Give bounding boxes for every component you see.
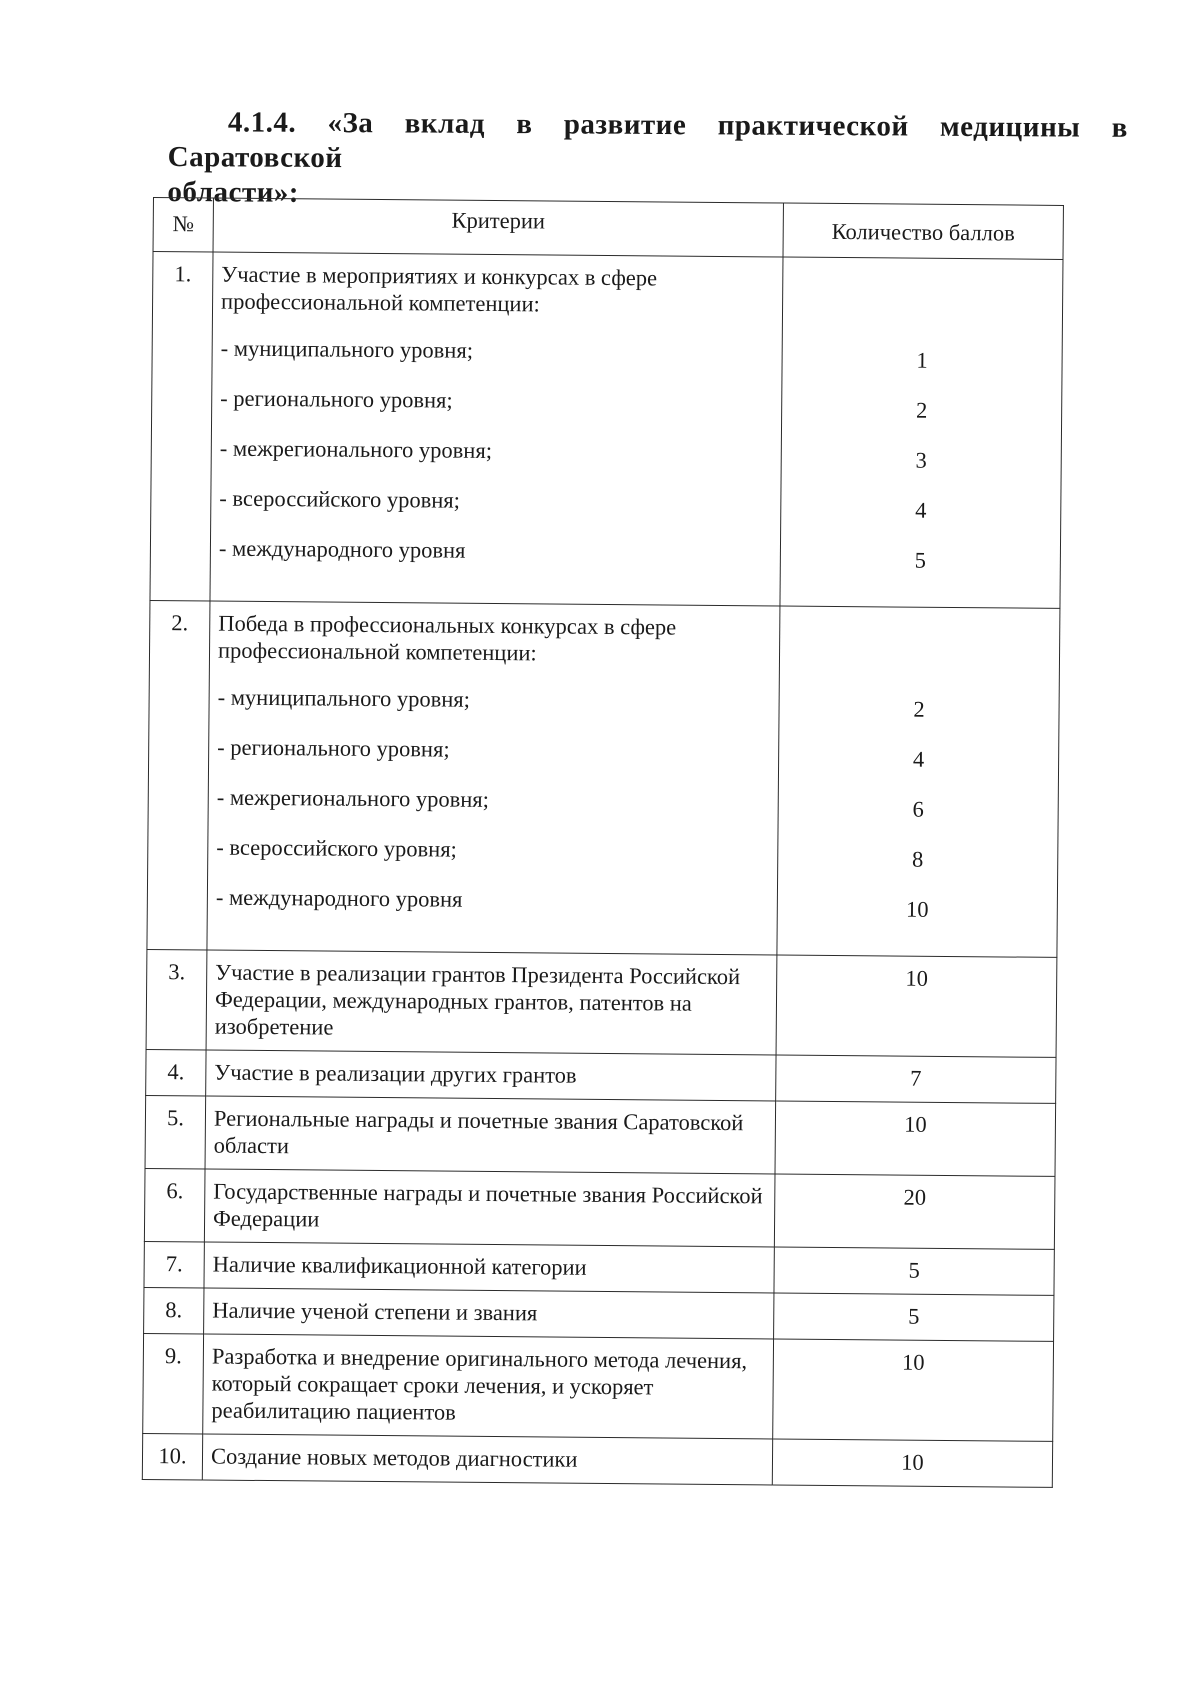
criteria-subitem: - международного уровня — [218, 535, 466, 563]
table-row — [142, 1433, 1052, 1487]
score-value: 5 — [908, 1303, 920, 1329]
table-header-row — [153, 198, 1063, 260]
row-number: 8. — [144, 1287, 204, 1334]
row-number: 2. — [147, 600, 210, 950]
criteria-table — [142, 197, 1064, 1488]
score-value: 10 — [901, 1449, 924, 1475]
criteria-text: Наличие квалификационной категории — [212, 1251, 587, 1280]
score-value: 3 — [915, 447, 927, 473]
heading-line-1: 4.1.4. «За вклад в развитие практической медицины в Саратовской — [167, 106, 1128, 175]
row-criteria — [207, 601, 780, 955]
row-score — [776, 1055, 1056, 1103]
criteria-subitems — [216, 684, 771, 939]
criteria-subitem: - всероссийского уровня; — [219, 485, 461, 513]
score-value: 8 — [912, 846, 924, 872]
criteria-text: Участие в мероприятиях и конкурсах в сфере профессиональной компетенции: — [220, 261, 658, 317]
score-value: 2 — [913, 696, 925, 722]
criteria-text: Государственные награды и почетные звания Российской Федерации — [212, 1178, 763, 1232]
criteria-subitem: - муниципального уровня; — [217, 684, 471, 712]
row-number: 4. — [146, 1049, 206, 1096]
criteria-text: Создание новых методов диагностики — [210, 1443, 578, 1472]
score-values — [785, 346, 1058, 598]
criteria-subitem: - межрегионального уровня; — [216, 784, 490, 812]
score-value: 5 — [908, 1257, 920, 1283]
heading-line-2: области»: — [167, 175, 300, 209]
score-value: 10 — [902, 1349, 925, 1375]
table-row — [145, 1095, 1056, 1176]
row-score — [775, 1101, 1056, 1176]
row-score — [774, 1247, 1054, 1295]
table-row — [143, 1333, 1054, 1441]
row-criteria — [205, 1096, 776, 1174]
criteria-text: Региональные награды и почетные звания Саратовской области — [213, 1105, 744, 1159]
row-criteria — [206, 1050, 776, 1101]
row-criteria — [202, 1434, 772, 1485]
row-score — [777, 606, 1060, 957]
score-value: 10 — [904, 1111, 927, 1137]
criteria-text: Участие в реализации грантов Президента Российской Федерации, международных грантов, патентов на изобретение — [214, 959, 741, 1040]
criteria-subitem: - всероссийского уровня; — [216, 834, 457, 862]
criteria-subitem: - муниципального уровня; — [220, 335, 474, 363]
row-criteria — [204, 1288, 774, 1339]
header-score: Количество баллов — [783, 203, 1063, 259]
score-value: 4 — [912, 746, 925, 772]
row-number: 1. — [150, 252, 213, 602]
row-score — [780, 257, 1063, 608]
table-row — [144, 1241, 1054, 1295]
row-number: 3. — [146, 949, 207, 1050]
score-value: 10 — [905, 896, 929, 922]
header-num: № — [153, 198, 213, 253]
row-score — [774, 1293, 1054, 1341]
criteria-text: Участие в реализации других грантов — [214, 1059, 577, 1088]
row-number: 5. — [145, 1095, 206, 1169]
table-row — [150, 252, 1063, 609]
score-value: 5 — [914, 547, 927, 573]
score-value: 4 — [915, 497, 927, 523]
criteria-text: Наличие ученой степени и звания — [212, 1297, 538, 1326]
criteria-subitem: - регионального уровня; — [217, 734, 450, 762]
table-row — [146, 949, 1057, 1057]
row-criteria — [204, 1242, 774, 1293]
row-number: 9. — [143, 1333, 204, 1434]
criteria-subitem: - международного уровня — [215, 884, 463, 912]
score-value: 20 — [903, 1184, 927, 1210]
row-number: 7. — [144, 1241, 204, 1288]
score-value: 6 — [912, 796, 924, 822]
score-values — [782, 695, 1055, 947]
criteria-subitems — [219, 335, 774, 590]
header-criteria: Критерии — [213, 198, 783, 257]
criteria-text: Победа в профессиональных конкурсах в сфере профессиональной компетенции: — [217, 610, 677, 666]
row-score — [772, 1439, 1052, 1487]
criteria-subitem: - регионального уровня; — [220, 385, 453, 413]
row-score — [776, 955, 1057, 1057]
criteria-text: Разработка и внедрение оригинального метода лечения, который сокращает сроки лечения, и ускоряет реабилитацию пациентов — [211, 1343, 748, 1425]
row-criteria — [203, 1334, 774, 1439]
row-score — [774, 1174, 1055, 1249]
table-row — [144, 1287, 1054, 1341]
table-row — [146, 1049, 1056, 1103]
row-number: 10. — [142, 1433, 202, 1480]
row-number: 6. — [144, 1168, 205, 1242]
table-row — [147, 600, 1060, 957]
score-value: 2 — [915, 397, 928, 423]
row-score — [773, 1339, 1054, 1441]
row-criteria — [210, 252, 783, 606]
row-criteria — [206, 950, 777, 1055]
table-row — [144, 1168, 1055, 1249]
score-value: 10 — [905, 965, 929, 991]
score-value: 7 — [910, 1065, 922, 1091]
row-criteria — [204, 1169, 775, 1247]
score-value: 1 — [916, 347, 928, 373]
criteria-subitem: - межрегионального уровня; — [219, 435, 493, 463]
